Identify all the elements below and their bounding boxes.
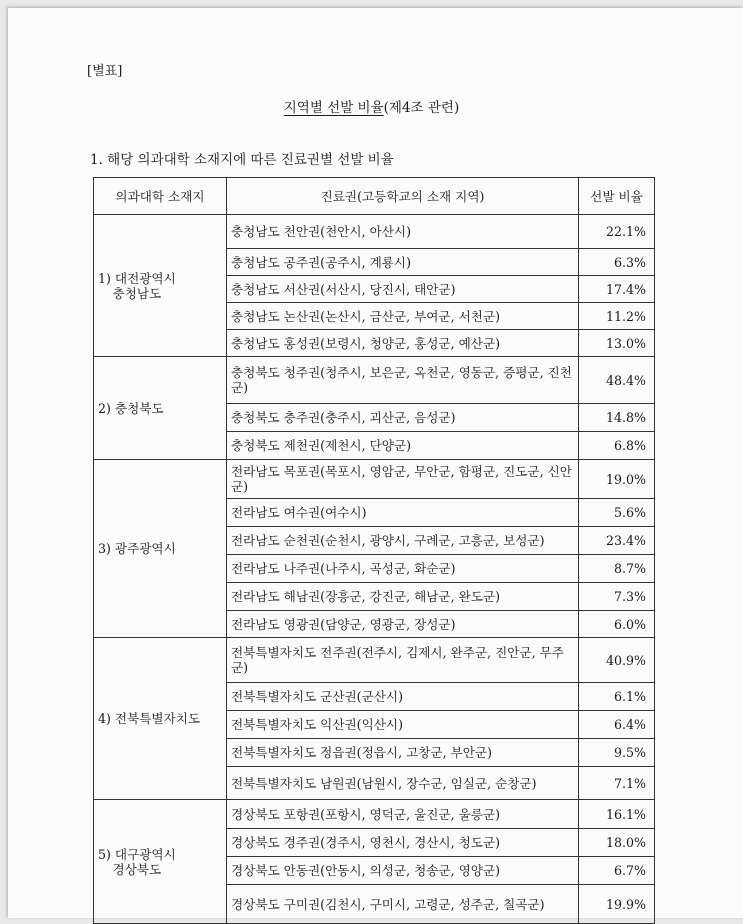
region-label [98,711,200,726]
title-underlined: 지역별 선발 비율 [283,100,384,116]
table-row [94,215,655,249]
annex-label: [별표] [87,64,123,79]
area-cell: 경상북도 구미권(김천시, 구미시, 고령군, 성주군, 칠곡군) [227,885,579,924]
area-cell: 충청남도 서산권(서산시, 당진시, 태안군) [227,276,579,303]
table-row [94,800,655,829]
table-body [94,215,655,924]
area-cell: 충청북도 충주권(충주시, 괴산군, 음성군) [227,404,579,432]
ratio-cell: 22.1% [579,215,655,249]
region-line-2: 경상북도 [112,861,162,877]
table-row [94,460,655,499]
area-cell: 전라남도 나주권(나주시, 곡성군, 화순군) [227,555,579,583]
region-line-1: 1) 대전광역시 [98,270,176,286]
ratio-cell: 6.3% [579,249,655,276]
header-region: 의과대학 소재지 [94,178,227,215]
ratio-cell: 6.4% [579,711,655,739]
region-line-1: 2) 충청북도 [98,400,164,416]
area-cell: 충청북도 제천권(제천시, 단양군) [227,432,579,460]
ratio-cell: 19.9% [579,885,655,924]
area-cell: 충청남도 천안권(천안시, 아산시) [227,215,579,249]
document-title [0,96,743,116]
ratio-cell: 6.7% [579,857,655,885]
ratio-cell: 7.1% [579,767,655,800]
ratio-cell: 18.0% [579,829,655,857]
ratio-cell: 19.0% [579,460,655,499]
area-cell: 충청남도 논산권(논산시, 금산군, 부여군, 서천군) [227,303,579,330]
area-cell: 충청북도 청주권(청주시, 보은군, 옥천군, 영동군, 증평군, 진천군) [227,357,579,404]
ratio-cell: 11.2% [579,303,655,330]
ratio-cell: 14.8% [579,404,655,432]
region-label [98,847,176,877]
ratio-cell: 6.1% [579,683,655,711]
table-row [94,357,655,404]
selection-ratio-table [93,177,655,924]
area-cell: 전북특별자치도 정읍권(정읍시, 고창군, 부안군) [227,739,579,767]
ratio-cell: 48.4% [579,357,655,404]
area-cell: 전북특별자치도 남원권(남원시, 장수군, 임실군, 순창군) [227,767,579,800]
area-cell: 전라남도 순천권(순천시, 광양시, 구례군, 고흥군, 보성군) [227,527,579,555]
region-cell [94,460,227,638]
header-ratio: 선발 비율 [579,178,655,215]
table-continuation-line [93,878,94,894]
area-cell: 경상북도 안동권(안동시, 의성군, 청송군, 영양군) [227,857,579,885]
ratio-cell: 5.6% [579,499,655,527]
ratio-cell: 40.9% [579,638,655,683]
region-cell [94,800,227,924]
region-line-1: 5) 대구광역시 [98,846,176,862]
area-cell: 경상북도 경주권(경주시, 영천시, 경산시, 청도군) [227,829,579,857]
ratio-cell: 16.1% [579,800,655,829]
region-label [98,541,176,556]
table-header-row [94,178,655,215]
ratio-cell: 6.0% [579,611,655,638]
region-label [98,271,176,301]
ratio-cell: 7.3% [579,583,655,611]
table-row [94,638,655,683]
region-cell [94,215,227,357]
region-label [98,401,164,416]
header-area: 진료권(고등학교의 소재 지역) [227,178,579,215]
area-cell: 경상북도 포항권(포항시, 영덕군, 울진군, 울릉군) [227,800,579,829]
area-cell: 충청남도 홍성권(보령시, 청양군, 홍성군, 예산군) [227,330,579,357]
region-line-1: 4) 전북특별자치도 [98,711,201,726]
ratio-cell: 13.0% [579,330,655,357]
section-heading: 1. 해당 의과대학 소재지에 따른 진료권별 선발 비율 [90,152,394,168]
region-cell [94,357,227,460]
area-cell: 전북특별자치도 익산권(익산시) [227,711,579,739]
area-cell: 전라남도 해남권(장흥군, 강진군, 해남군, 완도군) [227,583,579,611]
area-cell: 전라남도 목포권(목포시, 영암군, 무안군, 함평군, 진도군, 신안군) [227,460,579,499]
ratio-cell: 17.4% [579,276,655,303]
region-cell [94,638,227,800]
area-cell: 전북특별자치도 전주권(전주시, 김제시, 완주군, 진안군, 무주군) [227,638,579,683]
region-line-2: 충청남도 [112,285,162,301]
ratio-cell: 8.7% [579,555,655,583]
region-line-1: 3) 광주광역시 [98,541,176,556]
ratio-cell: 9.5% [579,739,655,767]
area-cell: 전라남도 영광권(담양군, 영광군, 장성군) [227,611,579,638]
area-cell: 전북특별자치도 군산권(군산시) [227,683,579,711]
ratio-cell: 23.4% [579,527,655,555]
ratio-cell: 6.8% [579,432,655,460]
area-cell: 전라남도 여수권(여수시) [227,499,579,527]
area-cell: 충청남도 공주권(공주시, 계룡시) [227,249,579,276]
title-suffix: (제4조 관련) [383,100,460,116]
